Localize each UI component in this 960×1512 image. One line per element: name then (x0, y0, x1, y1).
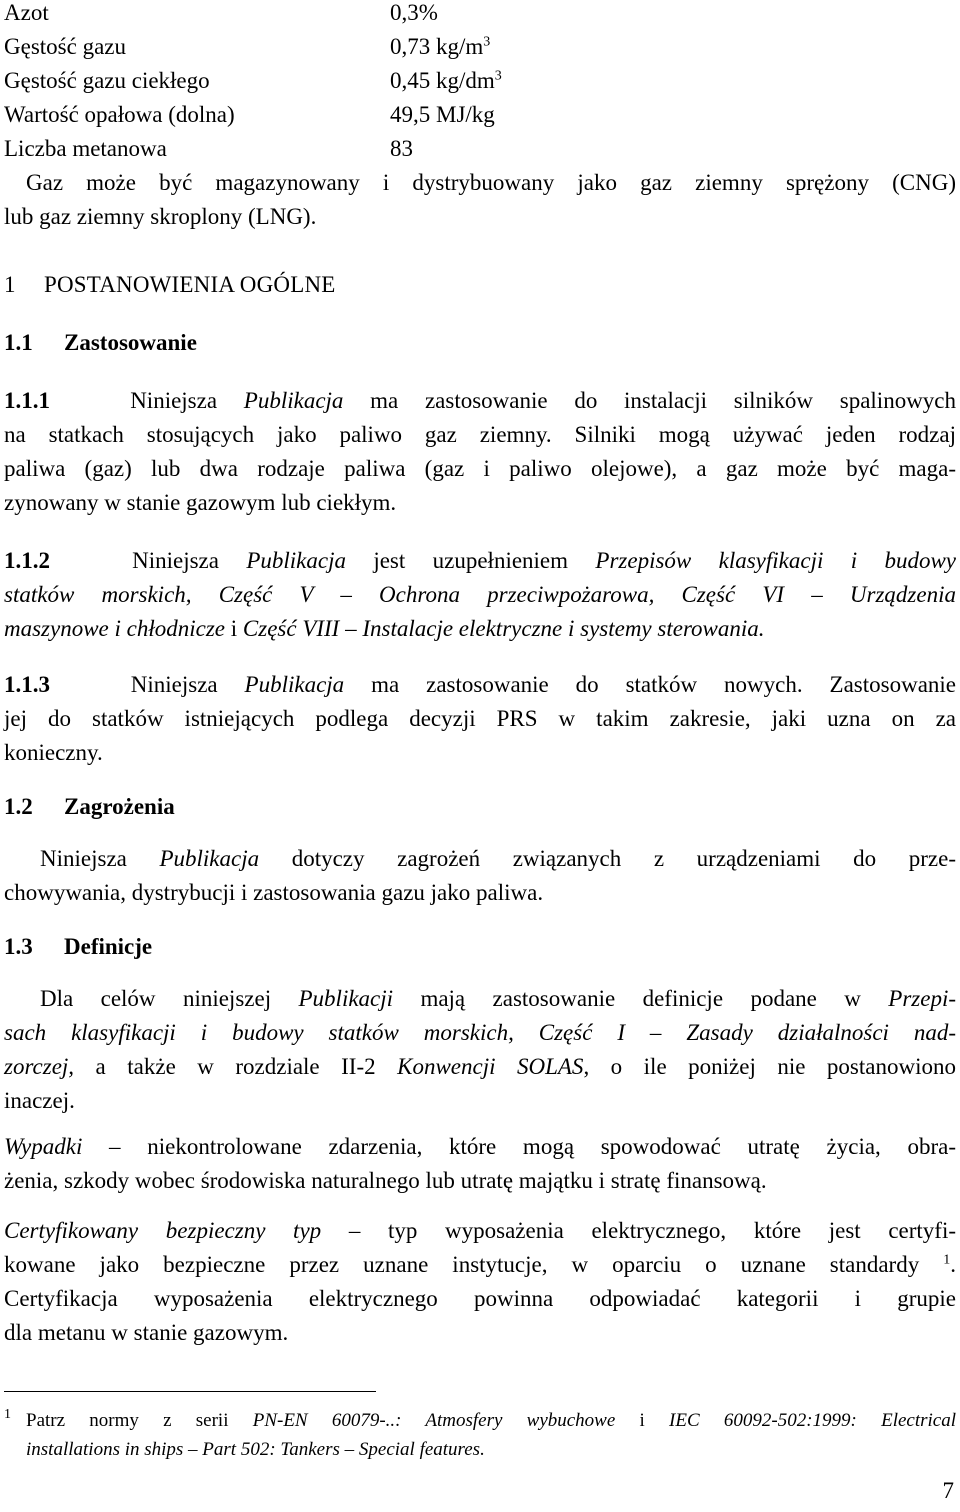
text-line: chowywania, dystrybucji i zastosowania gazu jako paliwa. (4, 880, 544, 905)
subsection-heading: 1.3 Definicje (4, 934, 153, 959)
property-name: Gęstość gazu ciekłego (4, 68, 210, 93)
footnote-mark: 1 (4, 1407, 11, 1422)
definition-wypadki (4, 1130, 956, 1198)
text-line: maszynowe i chłodnicze i Część VIII – Instalacje elektryczne i systemy sterowania. (4, 616, 765, 641)
property-value: 0,3% (390, 0, 438, 25)
paragraph-1-1-2 (4, 544, 956, 646)
property-value: 49,5 MJ/kg (390, 102, 495, 127)
text-line: paliwa (gaz) lub dwa rodzaje paliwa (gaz i paliwo olejowe), a gaz może być maga- (4, 456, 956, 481)
text-line: zynowany w stanie gazowym lub ciekłym. (4, 490, 397, 515)
text-line: dla metanu w stanie gazowym. (4, 1320, 289, 1345)
text-line: Gaz może być magazynowany i dystrybuowany jako gaz ziemny sprężony (CNG) (26, 170, 956, 195)
definition-certyfikowany (4, 1214, 956, 1350)
paragraph-1-1-3 (4, 668, 956, 770)
text-line: 1.1.3 Niniejsza Publikacja ma zastosowanie do statków nowych. Zastosowanie (4, 672, 957, 697)
text-line: Wypadki – niekontrolowane zdarzenia, które mogą spowodować utratę życia, obra- (4, 1134, 956, 1159)
section-heading: 1 POSTANOWIENIA OGÓLNE (4, 272, 336, 297)
property-value: 83 (390, 136, 413, 161)
text-line: 1.1.1 Niniejsza Publikacja ma zastosowanie do instalacji silników spalinowych (4, 388, 957, 413)
text-line: Niniejsza Publikacja dotyczy zagrożeń związanych z urządzeniami do prze- (40, 846, 956, 871)
footnote-ref: 1 (943, 1252, 951, 1268)
text-line: lub gaz ziemny skroplony (LNG). (4, 204, 317, 229)
footnote-line: installations in ships – Part 502: Tankers – Special features. (26, 1439, 485, 1460)
text-line: konieczny. (4, 740, 103, 765)
property-value: 0,73 $kg/m^3$ (390, 34, 491, 59)
text-line: Dla celów niniejszej Publikacji mają zastosowanie definicje podane w Przepi- (40, 986, 957, 1011)
text-line: zorczej, a także w rozdziale II-2 Konwencji SOLAS, o ile poniżej nie postanowiono (4, 1054, 956, 1079)
text-line: Certyfikacja wyposażenia elektrycznego powinna odpowiadać kategorii i grupie (4, 1286, 956, 1311)
text-line: sach klasyfikacji i budowy statków morskich, Część I – Zasady działalności nad- (4, 1020, 956, 1045)
property-value: 0,45 $kg/dm^3$ (390, 68, 502, 93)
text-line: żenia, szkody wobec środowiska naturalnego lub utratę majątku i stratę finansową. (4, 1168, 767, 1193)
paragraph-1-2 (4, 842, 956, 910)
text-line: jej do statków istniejących podlega decyzji PRS w takim zakresie, jaki uzna on za (4, 706, 956, 731)
subsection-heading: 1.1 Zastosowanie (4, 330, 197, 355)
paragraph-1-1-1 (4, 384, 956, 520)
property-name: Azot (4, 0, 49, 25)
text-line: statków morskich, Część V – Ochrona przeciwpożarowa, Część VI – Urządzenia (4, 582, 956, 607)
footnote-line: Patrz normy z serii PN-EN 60079-..: Atmosfery wybuchowe i IEC 60092-502:1999: Electrical (26, 1410, 957, 1431)
text-line: na statkach stosujących jako paliwo gaz ziemny. Silniki mogą używać jeden rodzaj (4, 422, 956, 447)
footnote-divider (4, 1391, 376, 1392)
text-line: inaczej. (4, 1088, 75, 1113)
property-name: Liczba metanowa (4, 136, 167, 161)
subsection-heading: 1.2 Zagrożenia (4, 794, 175, 819)
text-line: 1.1.2 Niniejsza Publikacja jest uzupełnieniem Przepisów klasyfikacji i budowy (4, 548, 957, 573)
property-name: Gęstość gazu (4, 34, 126, 59)
footnote (4, 1406, 956, 1464)
intro-paragraph (4, 166, 956, 234)
text-line: Certyfikowany bezpieczny typ – typ wyposażenia elektrycznego, które jest certyfi- (4, 1218, 956, 1243)
paragraph-1-3 (4, 982, 956, 1118)
property-name: Wartość opałowa (dolna) (4, 102, 235, 127)
page-number: 7 (942, 1478, 954, 1503)
text-line: kowane jako bezpieczne przez uznane instytucje, w oparciu o uznane standardy $^1$. (4, 1252, 956, 1277)
